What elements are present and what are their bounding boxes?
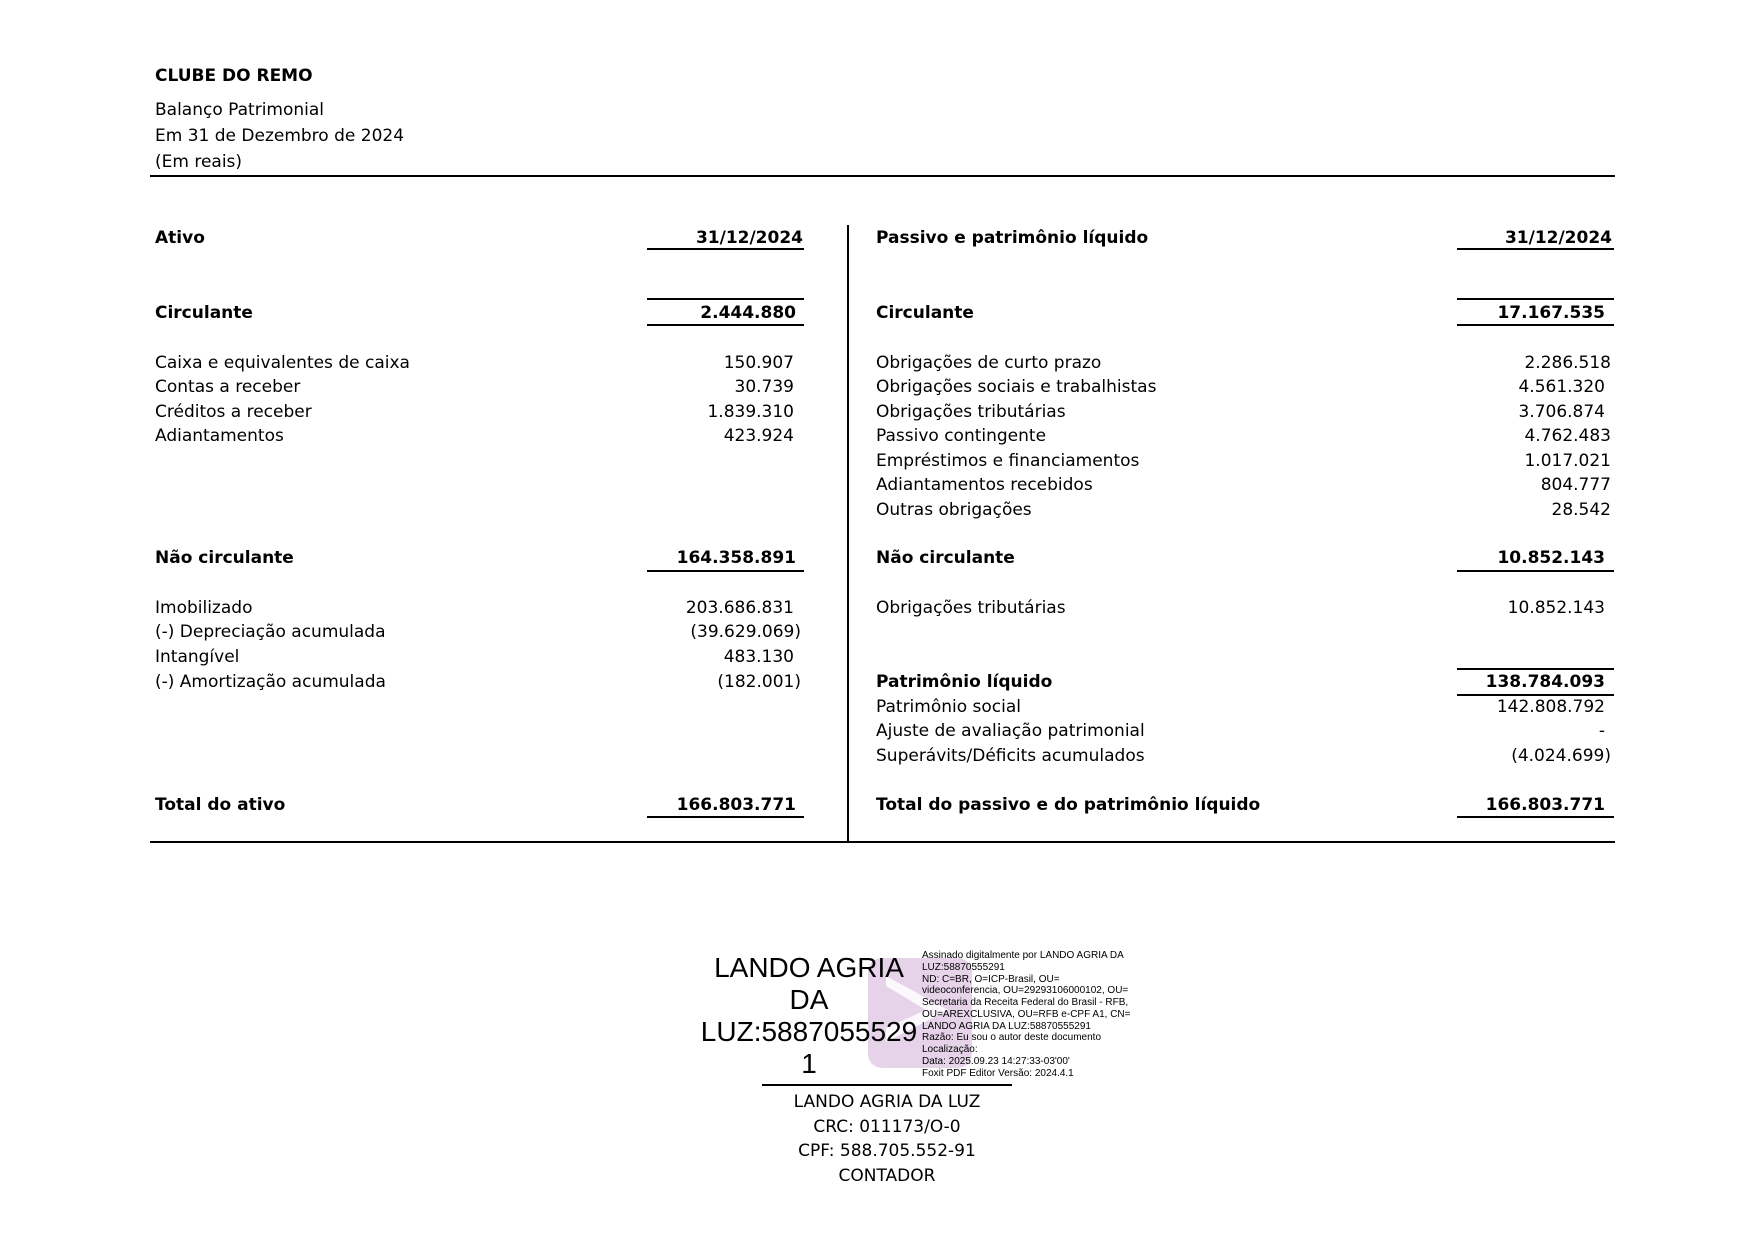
liability-item-value: - <box>1598 721 1605 741</box>
signature-name-line: LUZ:5887055529 <box>700 1016 918 1047</box>
report-unit: (Em reais) <box>155 152 243 172</box>
assets-date-underline <box>647 248 804 250</box>
liabilities-total-value: 166.803.771 <box>1485 795 1605 815</box>
liability-item-value: 1.017.021 <box>1524 451 1611 471</box>
signer-name: LANDO AGRIA DA LUZ <box>793 1092 981 1112</box>
liabilities-total-underline <box>1457 816 1614 818</box>
signature-name-line: LANDO AGRIA <box>714 952 904 983</box>
signature-detail: Foxit PDF Editor Versão: 2024.4.1 <box>922 1068 1074 1079</box>
equity-underline <box>1457 694 1614 696</box>
equity-label: Patrimônio líquido <box>876 672 1053 692</box>
liability-item-label: Empréstimos e financiamentos <box>876 451 1140 471</box>
signature-name-line: DA <box>789 984 829 1015</box>
liability-item-value: 3.706.874 <box>1518 402 1605 422</box>
liability-item-label: Obrigações sociais e trabalhistas <box>876 377 1157 397</box>
liability-item-value: (4.024.699) <box>1511 746 1611 766</box>
signer-crc: CRC: 011173/O-0 <box>813 1117 961 1137</box>
liabilities-total-label: Total do passivo e do patrimônio líquido <box>876 795 1261 815</box>
asset-item-value: 150.907 <box>723 353 794 373</box>
signer-cpf: CPF: 588.705.552-91 <box>798 1141 976 1161</box>
signature-name-line: 1 <box>801 1048 817 1079</box>
signature-detail: LUZ:58870555291 <box>922 962 1005 973</box>
asset-item-label: Créditos a receber <box>155 402 312 422</box>
signature-detail: Razão: Eu sou o autor deste documento <box>922 1032 1102 1043</box>
asset-item-label: (-) Amortização acumulada <box>155 672 386 692</box>
liability-item-label: Passivo contingente <box>876 426 1047 446</box>
liability-item-label: Outras obrigações <box>876 500 1032 520</box>
asset-item-value: (39.629.069) <box>690 622 801 642</box>
asset-item-label: Intangível <box>155 647 240 667</box>
asset-item-value: 30.739 <box>734 377 794 397</box>
signature-detail: Secretaria da Receita Federal do Brasil - RFB, <box>922 997 1129 1008</box>
assets-total-label: Total do ativo <box>155 795 286 815</box>
liability-item-label: Patrimônio social <box>876 697 1022 717</box>
liabilities-current-total: 17.167.535 <box>1497 303 1605 323</box>
asset-item-label: Contas a receber <box>155 377 301 397</box>
liability-item-value: 4.561.320 <box>1518 377 1605 397</box>
signature-detail: OU=AREXCLUSIVA, OU=RFB e-CPF A1, CN= <box>922 1009 1131 1020</box>
liability-item-value: 4.762.483 <box>1524 426 1611 446</box>
liability-item-value: 804.777 <box>1540 475 1611 495</box>
signature-detail: Localização: <box>922 1044 978 1055</box>
asset-item-label: (-) Depreciação acumulada <box>155 622 386 642</box>
liabilities-noncurrent-label: Não circulante <box>876 548 1015 568</box>
asset-item-value: (182.001) <box>717 672 801 692</box>
assets-current-label: Circulante <box>155 303 253 323</box>
asset-item-label: Adiantamentos <box>155 426 284 446</box>
signature-line <box>762 1084 1012 1086</box>
liabilities-current-underline <box>1457 324 1614 326</box>
liability-item-value: 28.542 <box>1551 500 1611 520</box>
assets-current-underline <box>647 324 804 326</box>
liabilities-heading: Passivo e patrimônio líquido <box>876 228 1149 248</box>
asset-item-value: 423.924 <box>723 426 794 446</box>
equity-overline <box>1457 668 1614 670</box>
assets-total-underline <box>647 816 804 818</box>
assets-column-date: 31/12/2024 <box>695 228 803 248</box>
assets-noncurrent-label: Não circulante <box>155 548 294 568</box>
liability-item-label: Superávits/Déficits acumulados <box>876 746 1145 766</box>
asset-item-label: Caixa e equivalentes de caixa <box>155 353 410 373</box>
liability-item-label: Obrigações tributárias <box>876 402 1066 422</box>
equity-total: 138.784.093 <box>1485 672 1605 692</box>
liability-item-label: Obrigações de curto prazo <box>876 353 1102 373</box>
signature-detail: Data: 2025.09.23 14:27:33-03'00' <box>922 1056 1070 1067</box>
liability-item-label: Ajuste de avaliação patrimonial <box>876 721 1145 741</box>
liability-item-value: 142.808.792 <box>1496 697 1605 717</box>
assets-total-value: 166.803.771 <box>676 795 796 815</box>
liabilities-current-label: Circulante <box>876 303 974 323</box>
asset-item-value: 483.130 <box>723 647 794 667</box>
table-bottom-divider <box>150 841 1615 843</box>
assets-current-overline <box>647 298 804 300</box>
assets-heading: Ativo <box>155 228 205 248</box>
header-divider <box>150 175 1615 177</box>
liability-item-label: Obrigações tributárias <box>876 598 1066 618</box>
entity-name: CLUBE DO REMO <box>155 66 313 86</box>
signature-detail: ND: C=BR, O=ICP-Brasil, OU= <box>922 974 1060 985</box>
asset-item-value: 203.686.831 <box>685 598 794 618</box>
signature-detail: videoconferencia, OU=29293106000102, OU= <box>922 985 1129 996</box>
report-title: Balanço Patrimonial <box>155 100 325 120</box>
signature-detail: LANDO AGRIA DA LUZ:58870555291 <box>922 1021 1091 1032</box>
asset-item-value: 1.839.310 <box>707 402 794 422</box>
signer-role: CONTADOR <box>838 1166 936 1186</box>
liability-item-label: Adiantamentos recebidos <box>876 475 1093 495</box>
column-divider <box>847 225 849 842</box>
liabilities-column-date: 31/12/2024 <box>1504 228 1612 248</box>
signature-detail: Assinado digitalmente por LANDO AGRIA DA <box>922 950 1124 961</box>
assets-noncurrent-total: 164.358.891 <box>676 548 796 568</box>
assets-current-total: 2.444.880 <box>700 303 796 323</box>
liability-item-value: 10.852.143 <box>1507 598 1605 618</box>
assets-noncurrent-underline <box>647 570 804 572</box>
report-date: Em 31 de Dezembro de 2024 <box>155 126 405 146</box>
asset-item-label: Imobilizado <box>155 598 253 618</box>
liabilities-date-underline <box>1457 248 1614 250</box>
liabilities-noncurrent-total: 10.852.143 <box>1497 548 1605 568</box>
liability-item-value: 2.286.518 <box>1524 353 1611 373</box>
liabilities-current-overline <box>1457 298 1614 300</box>
liabilities-noncurrent-underline <box>1457 570 1614 572</box>
